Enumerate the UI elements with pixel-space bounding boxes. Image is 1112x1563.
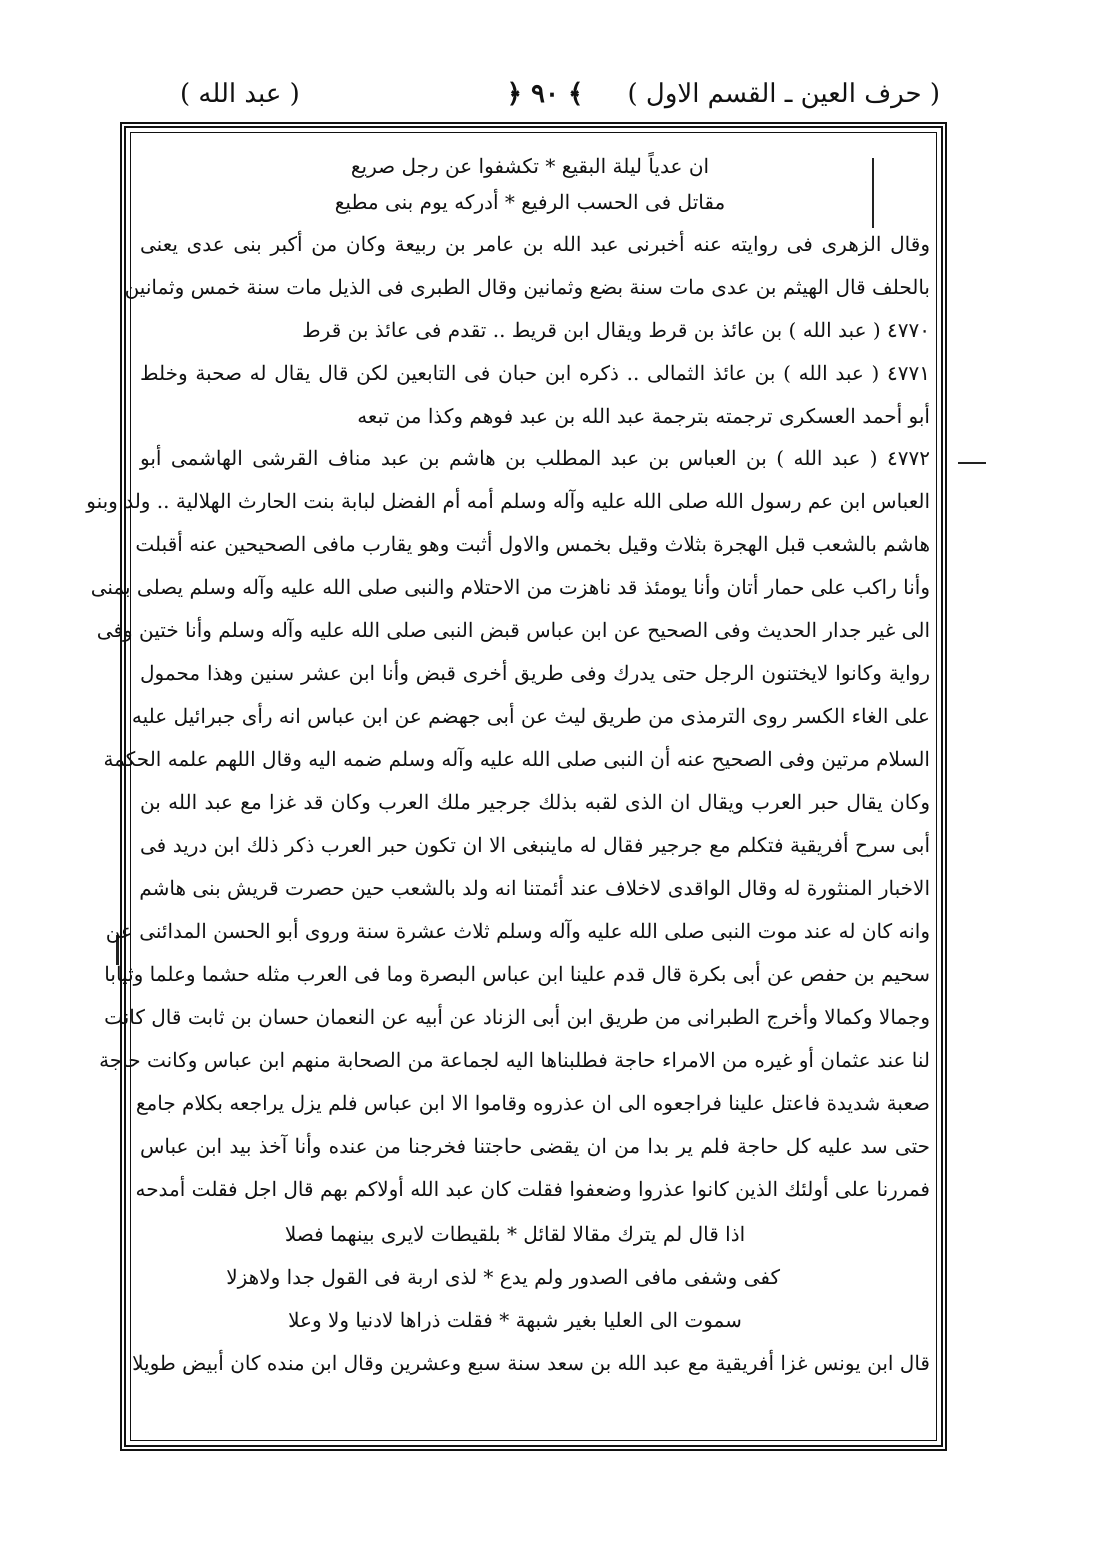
text-line: ٤٧٧١ ( عبد الله ) بن عائذ الثمالى .. ذكره ابن حبان فى التابعين لكن قال يقال له صحبة وخلط (140, 361, 930, 385)
text-line: قال ابن يونس غزا أفريقية مع عبد الله بن سعد سنة سبع وعشرين وقال ابن منده كان أبيض طويلا (132, 1351, 930, 1375)
text-line: وجمالا وكمالا وأخرج الطبرانى من طريق ابن أبى الزناد عن أبيه عن النعمان حسان بن ثابت قال كانت (104, 1005, 930, 1029)
text-line: رواية وكانوا لايختنون الرجل حتى يدرك وفى طريق أخرى قبض وأنا ابن عشر سنين وهذا محمول (140, 661, 930, 685)
text-line: وقال الزهرى فى روايته عنه أخبرنى عبد الله بن عامر بن ربيعة وكان من أكبر بنى عدى يعنى (140, 232, 930, 256)
running-title: ( حرف العين ـ القسم الاول ) (627, 79, 940, 109)
text-line: سحيم بن حفص عن أبى بكرة قال قدم علينا ابن عباس البصرة وما فى العرب مثله حشما وعلما وثيابا (104, 962, 930, 986)
text-line: وكان يقال حبر العرب ويقال ان الذى لقبه بذلك جرجير ملك العرب وكان قد غزا مع عبد الله بن (140, 790, 930, 814)
text-line: السلام مرتين وفى الصحيح عنه أن النبى صلى الله عليه وآله وسلم ضمه اليه وقال اللهم علمه الحكمة (103, 747, 930, 771)
text-line: أبى سرح أفريقية فتكلم مع جرجير فقال له ماينبغى الا ان تكون حبر العرب ذكر ذلك ابن دريد فى (140, 833, 930, 857)
text-line: الى غير جدار الحديث وفى الصحيح عن ابن عباس قبض النبى صلى الله عليه وآله وسلم وأنا ختين وفى (96, 618, 930, 642)
verse-line: مقاتل فى الحسب الرفيع * أدركه يوم بنى مطيع (334, 190, 726, 214)
text-line: ٤٧٧٢ ( عبد الله ) بن العباس بن عبد المطلب بن هاشم بن عبد مناف القرشى الهاشمى أبو (140, 446, 930, 470)
text-line: وأنا راكب على حمار أتان وأنا يومئذ قد ناهزت من الاحتلام والنبى صلى الله عليه وآله وسلم يصلى بمنى (90, 575, 930, 599)
text-line: وانه كان له عند موت النبى صلى الله عليه وآله وسلم ثلاث عشرة سنة وروى أبو الحسن المدائنى عن (105, 919, 930, 943)
page-body (86, 140, 930, 1430)
text-line: حتى سد عليه كل حاجة فلم ير بدا من ان يقضى حاجتنا فخرجنا من عنده وأنا آخذ بيد ابن عباس (140, 1134, 930, 1158)
text-line: العباس ابن عم رسول الله صلى الله عليه وآله وسلم أمه أم الفضل لبابة بنت الحارث الهلالية .. ولد وبنو (86, 489, 930, 513)
entry-heading: ( عبد الله ) (180, 79, 300, 109)
page-header (150, 72, 940, 116)
text-line: أبو أحمد العسكرى ترجمته بترجمة عبد الله بن عبد فوهم وكذا من تبعه (357, 404, 930, 428)
text-line: على الغاء الكسر روى الترمذى من طريق ليث عن أبى جهضم عن ابن عباس انه رأى جبرائيل عليه (131, 704, 930, 728)
verse-line: سموت الى العليا بغير شبهة * فقلت ذراها لادنيا ولا وعلا (288, 1308, 742, 1332)
text-line: هاشم بالشعب قبل الهجرة بثلاث وقيل بخمس والاول أثبت وهو يقارب مافى الصحيحين عنه أقبلت (135, 532, 930, 556)
text-line: بالحلف قال الهيثم بن عدى مات سنة بضع وثمانين وقال الطبرى فى الذيل مات سنة خمس وثمانين (124, 275, 930, 299)
verse-line: ان عدياً ليلة البقيع * تكشفوا عن رجل صريع (350, 154, 710, 178)
verse-line: اذا قال لم يترك مقالا لقائل * بلقيطات لايرى بينهما فصلا (284, 1222, 746, 1246)
text-line: فمررنا على أولئك الذين كانوا عذروا وضعفوا فقلت كان عبد الله أولاكم بهم قال اجل فقلت أمدحه (135, 1177, 930, 1201)
text-line: الاخبار المنثورة له وقال الواقدى لاخلاف عند أئمتنا انه ولد بالشعب حين حصرت قريش بنى هاشم (139, 876, 930, 900)
page-number: ﴾ ٩٠ ﴿ (506, 79, 584, 109)
text-line: ٤٧٧٠ ( عبد الله ) بن عائذ بن قرط ويقال ابن قريط .. تقدم فى عائذ بن قرط (302, 318, 930, 342)
text-line: لنا عند عثمان أو غيره من الامراء حاجة فطلبناها اليه لجماعة من الصحابة منهم ابن عباس وكانت حاجة (99, 1048, 930, 1072)
verse-line: كفى وشفى مافى الصدور ولم يدع * لذى اربة فى القول جدا ولاهزلا (226, 1265, 780, 1289)
text-line: صعبة شديدة فاعتل علينا فراجعوه الى ان عذروه وقاموا الا ابن عباس فلم يزل يراجعه بكلام جامع (135, 1091, 930, 1115)
margin-mark (958, 462, 986, 464)
